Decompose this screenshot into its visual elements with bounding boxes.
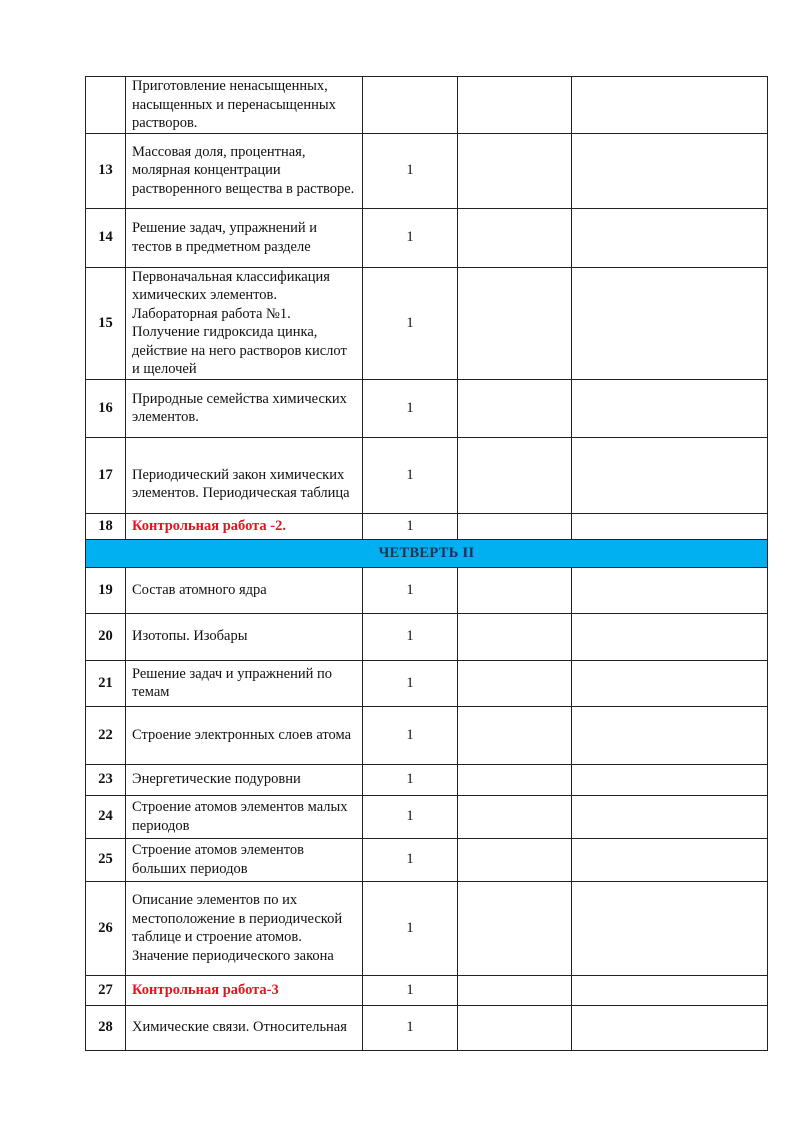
lesson-hours: 1 xyxy=(363,838,458,881)
empty-cell xyxy=(572,764,768,795)
row-number: 13 xyxy=(86,133,126,208)
empty-cell xyxy=(458,1005,572,1050)
empty-cell xyxy=(572,567,768,613)
empty-cell xyxy=(458,567,572,613)
empty-cell xyxy=(572,77,768,134)
lesson-topic: Решение задач и упражнений по темам xyxy=(126,660,363,706)
row-number: 25 xyxy=(86,838,126,881)
empty-cell xyxy=(458,379,572,437)
lesson-topic: Приготовление ненасыщенных, насыщенных и перенасыщенных растворов. xyxy=(126,77,363,134)
row-number: 26 xyxy=(86,881,126,975)
lesson-topic: Описание элементов по их местоположение в периодической таблице и строение атомов. Значение периодического закона xyxy=(126,881,363,975)
row-number: 15 xyxy=(86,267,126,379)
row-number: 19 xyxy=(86,567,126,613)
lesson-hours: 1 xyxy=(363,1005,458,1050)
lesson-topic: Первоначальная классификация химических элементов. Лабораторная работа №1. Получение гидроксида цинка, действие на него растворов кислот и щелочей xyxy=(126,267,363,379)
lesson-hours: 1 xyxy=(363,795,458,838)
row-number: 21 xyxy=(86,660,126,706)
lesson-hours xyxy=(363,77,458,134)
empty-cell xyxy=(458,838,572,881)
empty-cell xyxy=(572,881,768,975)
table-row xyxy=(86,1005,768,1050)
lesson-hours: 1 xyxy=(363,513,458,539)
row-number: 24 xyxy=(86,795,126,838)
empty-cell xyxy=(458,513,572,539)
row-number: 18 xyxy=(86,513,126,539)
test-topic: Контрольная работа -2. xyxy=(126,513,363,539)
empty-cell xyxy=(458,795,572,838)
table-row xyxy=(86,706,768,764)
lesson-topic: Изотопы. Изобары xyxy=(126,613,363,660)
lesson-topic: Строение электронных слоев атома xyxy=(126,706,363,764)
empty-cell xyxy=(458,133,572,208)
lesson-topic: Природные семейства химических элементов. xyxy=(126,379,363,437)
lesson-hours: 1 xyxy=(363,764,458,795)
empty-cell xyxy=(572,513,768,539)
table-row xyxy=(86,513,768,539)
empty-cell xyxy=(572,838,768,881)
quarter-heading: ЧЕТВЕРТЬ II xyxy=(86,539,768,567)
table-row xyxy=(86,77,768,134)
row-number: 17 xyxy=(86,437,126,513)
lesson-hours: 1 xyxy=(363,881,458,975)
empty-cell xyxy=(572,613,768,660)
empty-cell xyxy=(572,437,768,513)
empty-cell xyxy=(572,706,768,764)
table-row xyxy=(86,795,768,838)
table-row xyxy=(86,613,768,660)
empty-cell xyxy=(458,660,572,706)
empty-cell xyxy=(458,706,572,764)
table-row xyxy=(86,764,768,795)
table-row xyxy=(86,133,768,208)
empty-cell xyxy=(572,975,768,1005)
quarter-row xyxy=(86,539,768,567)
empty-cell xyxy=(458,208,572,267)
lesson-topic: Энергетические подуровни xyxy=(126,764,363,795)
empty-cell xyxy=(572,133,768,208)
lesson-hours: 1 xyxy=(363,267,458,379)
lesson-hours: 1 xyxy=(363,706,458,764)
table-row xyxy=(86,208,768,267)
row-number: 16 xyxy=(86,379,126,437)
empty-cell xyxy=(458,881,572,975)
table-row xyxy=(86,881,768,975)
empty-cell xyxy=(572,379,768,437)
row-number: 22 xyxy=(86,706,126,764)
table-row xyxy=(86,567,768,613)
table-row xyxy=(86,267,768,379)
lesson-topic: Химические связи. Относительная xyxy=(126,1005,363,1050)
row-number: 14 xyxy=(86,208,126,267)
row-number: 27 xyxy=(86,975,126,1005)
lesson-plan-table xyxy=(85,76,768,1051)
row-number: 23 xyxy=(86,764,126,795)
lesson-hours: 1 xyxy=(363,133,458,208)
empty-cell xyxy=(458,764,572,795)
empty-cell xyxy=(458,437,572,513)
table-row xyxy=(86,838,768,881)
empty-cell xyxy=(458,613,572,660)
lesson-topic: Массовая доля, процентная, молярная концентрации растворенного вещества в растворе. xyxy=(126,133,363,208)
lesson-topic: Состав атомного ядра xyxy=(126,567,363,613)
lesson-hours: 1 xyxy=(363,567,458,613)
row-number xyxy=(86,77,126,134)
empty-cell xyxy=(458,77,572,134)
empty-cell xyxy=(572,267,768,379)
empty-cell xyxy=(572,1005,768,1050)
row-number: 20 xyxy=(86,613,126,660)
lesson-hours: 1 xyxy=(363,613,458,660)
empty-cell xyxy=(572,208,768,267)
lesson-hours: 1 xyxy=(363,660,458,706)
empty-cell xyxy=(572,660,768,706)
empty-cell xyxy=(572,795,768,838)
row-number: 28 xyxy=(86,1005,126,1050)
lesson-hours: 1 xyxy=(363,975,458,1005)
table-row xyxy=(86,975,768,1005)
lesson-topic: Решение задач, упражнений и тестов в предметном разделе xyxy=(126,208,363,267)
empty-cell xyxy=(458,975,572,1005)
empty-cell xyxy=(458,267,572,379)
lesson-hours: 1 xyxy=(363,208,458,267)
lesson-hours: 1 xyxy=(363,379,458,437)
test-topic: Контрольная работа-3 xyxy=(126,975,363,1005)
lesson-topic: Строение атомов элементов больших периодов xyxy=(126,838,363,881)
lesson-topic: Строение атомов элементов малых периодов xyxy=(126,795,363,838)
table-row xyxy=(86,379,768,437)
table-row xyxy=(86,660,768,706)
lesson-topic: Периодический закон химических элементов. Периодическая таблица xyxy=(126,437,363,513)
table-row xyxy=(86,437,768,513)
lesson-hours: 1 xyxy=(363,437,458,513)
